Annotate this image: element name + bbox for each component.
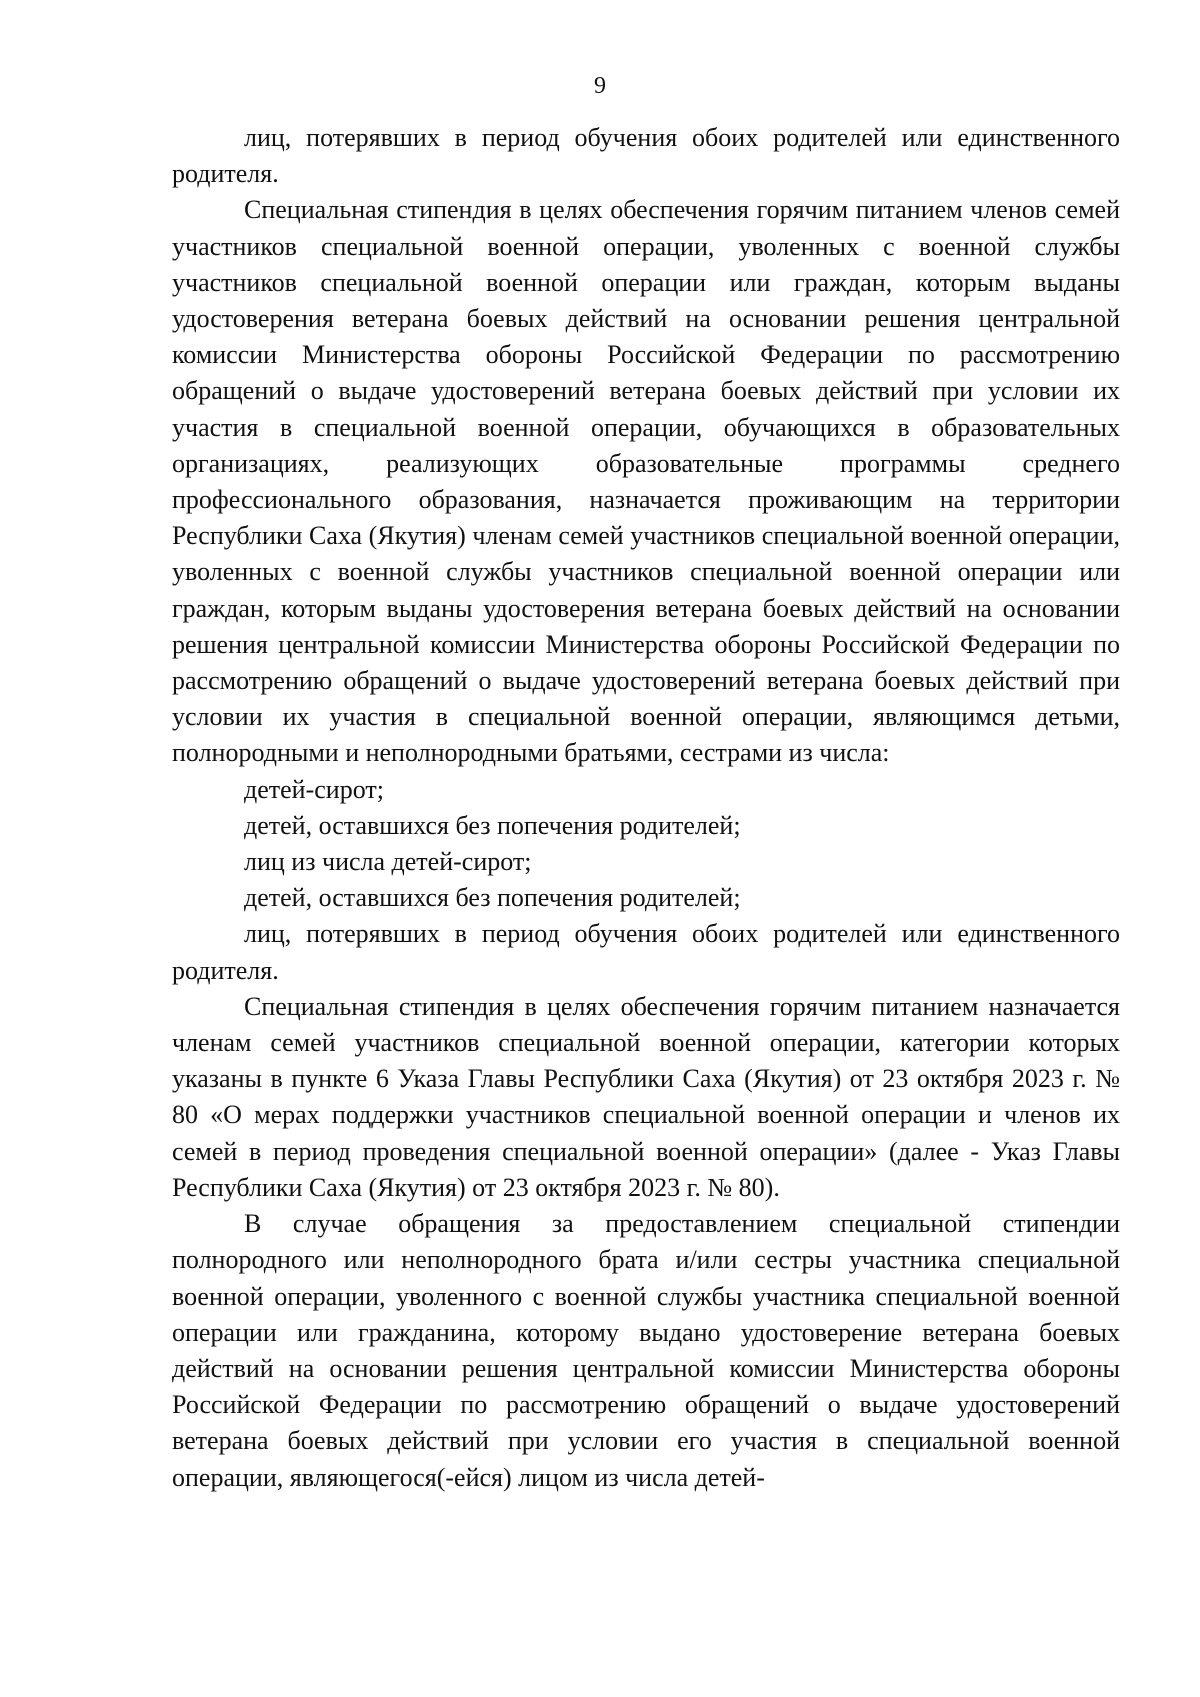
- list-item: лиц из числа детей-сирот;: [244, 847, 532, 877]
- list-item: детей, оставшихся без попечения родителей;: [244, 883, 741, 913]
- paragraph: В случае обращения за предоставлением специальной стипендии полнородного или неполнородного брата и/или сестры участника специальной военной операции, уволенного с военной службы участника специальной военной операции или гражданина, которому выдано удостоверение ветерана боевых действий на основании решения центральной комиссии Министерства обороны Российской Федерации по рассмотрению обращений о выдаче удостоверений ветерана боевых действий при условии его участия в специальной военной операции, являющегося(-ейся) лицом из числа детей-: [172, 1209, 1120, 1492]
- paragraph: лиц, потерявших в период обучения обоих родителей или единственного родителя.: [172, 123, 1120, 189]
- paragraph: Специальная стипендия в целях обеспечения горячим питанием назначается членам семей участников специальной военной операции, категории которых указаны в пункте 6 Указа Главы Республики Саха (Якутия) от 23 октября 2023 г. № 80 «О мерах поддержки участников специальной военной операции и членов их семей в период проведения специальной военной операции» (далее - Указ Главы Республики Саха (Якутия) от 23 октября 2023 г. № 80).: [172, 991, 1120, 1202]
- list-item: детей, оставшихся без попечения родителей;: [244, 810, 741, 840]
- paragraph: Специальная стипендия в целях обеспечения горячим питанием членов семей участников специальной военной операции, уволенных с военной службы участников специальной военной операции или граждан, которым выданы удостоверения ветерана боевых действий на основании решения центральной комиссии Министерства обороны Российской Федерации по рассмотрению обращений о выдаче удостоверений ветерана боевых действий при условии их участия в специальной военной операции, обучающихся в образовательных организациях, реализующих образовательные программы среднего профессионального образования, назначается проживающим на территории Республики Саха (Якутия) членам семей участников специальной военной операции, уволенных с военной службы участников специальной военной операции или граждан, которым выданы удостоверения ветерана боевых действий на основании решения центральной комиссии Министерства обороны Российской Федерации по рассмотрению обращений о выдаче удостоверений ветерана боевых действий при условии их участия в специальной военной операции, являющимся детьми, полнородными и неполнородными братьями, сестрами из числа:: [172, 195, 1120, 768]
- list-item: детей-сирот;: [244, 774, 384, 804]
- document-body: [172, 120, 1120, 1496]
- paragraph: лиц, потерявших в период обучения обоих родителей или единственного родителя.: [172, 919, 1120, 985]
- page-number: 9: [594, 73, 606, 99]
